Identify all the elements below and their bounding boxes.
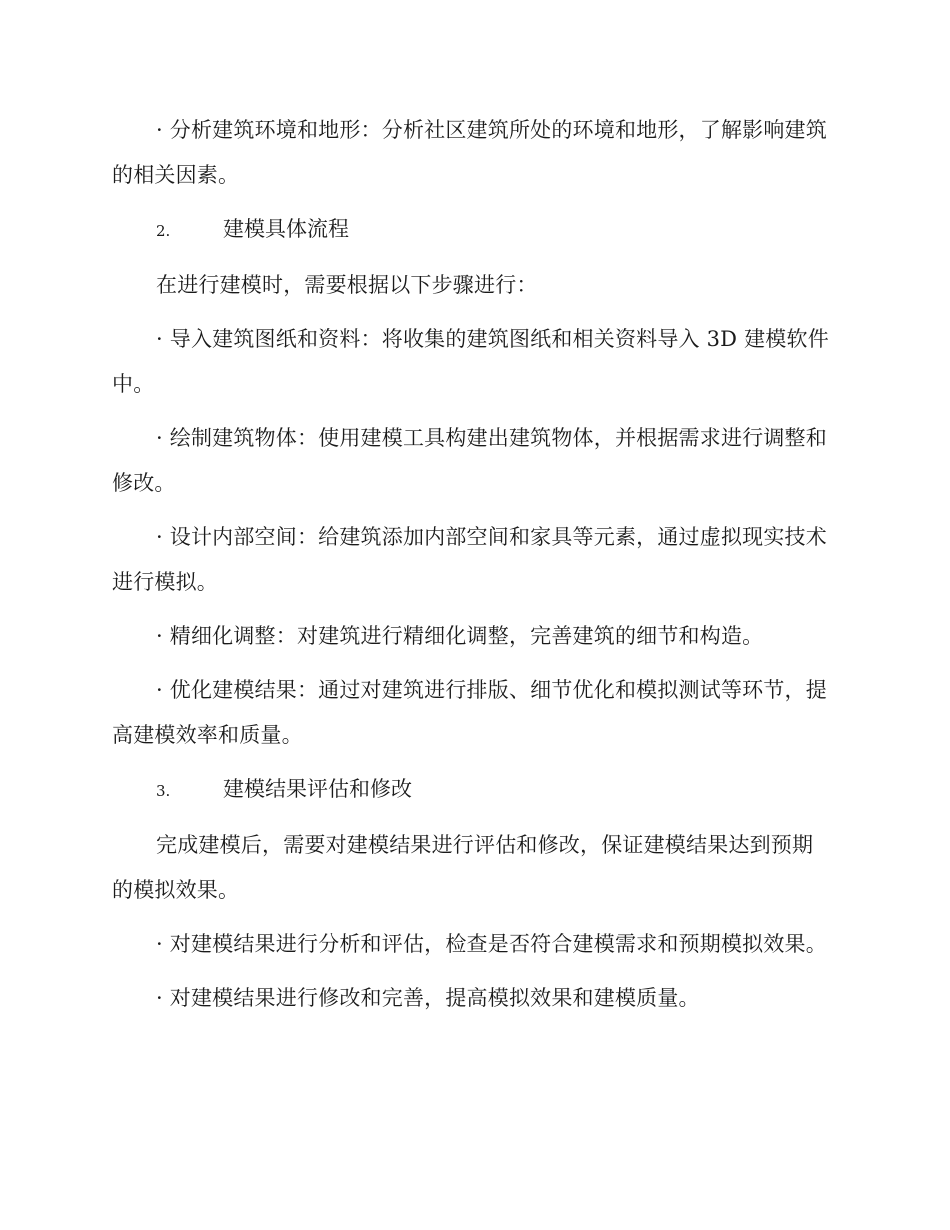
bullet-design-interior: · 设计内部空间：给建筑添加内部空间和家具等元素，通过虚拟现实技术进行模拟。	[112, 525, 827, 594]
bullet-analyze-results: · 对建模结果进行分析和评估，检查是否符合建模需求和预期模拟效果。	[156, 932, 827, 956]
bullet-optimize: · 优化建模结果：通过对建筑进行排版、细节优化和模拟测试等环节，提高建模效率和质量。	[112, 678, 827, 747]
section-title: 建模具体流程	[223, 217, 349, 241]
section-number: 2.	[156, 222, 171, 240]
bullet-revise-results: · 对建模结果进行修改和完善，提高模拟效果和建模质量。	[156, 986, 700, 1010]
bullet-analyze-environment: · 分析建筑环境和地形：分析社区建筑所处的环境和地形，了解影响建筑的相关因素。	[112, 118, 827, 187]
body-paragraph: 在进行建模时，需要根据以下步骤进行：	[156, 273, 538, 297]
section-heading-3	[112, 767, 834, 814]
bullet-refine: · 精细化调整：对建筑进行精细化调整，完善建筑的细节和构造。	[156, 624, 764, 648]
bullet-draw-objects: · 绘制建筑物体：使用建模工具构建出建筑物体，并根据需求进行调整和修改。	[112, 426, 827, 495]
section-title: 建模结果评估和修改	[223, 777, 412, 801]
section-heading-2	[112, 207, 834, 254]
body-paragraph: 完成建模后，需要对建模结果进行评估和修改，保证建模结果达到预期的模拟效果。	[112, 833, 814, 902]
bullet-import-drawings: · 导入建筑图纸和资料：将收集的建筑图纸和相关资料导入 3D 建模软件中。	[112, 327, 829, 396]
document-body	[112, 108, 834, 1030]
section-number: 3.	[156, 782, 171, 800]
